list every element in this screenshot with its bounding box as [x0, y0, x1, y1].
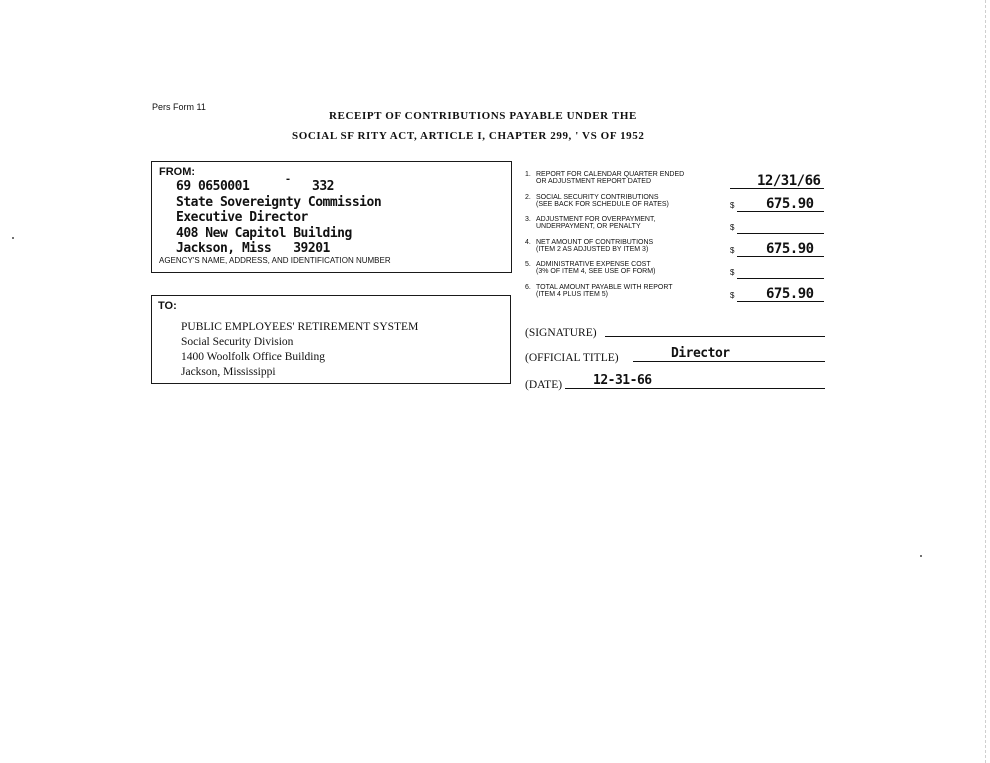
to-label: TO: — [158, 300, 177, 312]
item-amount-field — [730, 240, 824, 257]
signature-field — [525, 321, 825, 339]
item-description: NET AMOUNT OF CONTRIBUTIONS (ITEM 2 AS ADJUSTED BY ITEM 3) — [536, 238, 654, 253]
scan-speck — [920, 555, 922, 557]
amount-line — [737, 233, 824, 234]
item-amount-field — [730, 195, 824, 212]
form-title-line-2: SOCIAL SF RITY ACT, ARTICLE I, CHAPTER 299, ' VS OF 1952 — [292, 130, 645, 142]
to-line: Jackson, Mississippi — [181, 366, 276, 378]
item-value: 675.90 — [766, 240, 814, 257]
identification-code: 332 — [312, 179, 334, 194]
from-label: FROM: — [159, 166, 196, 178]
agency-city-state: Jackson, Miss — [176, 241, 272, 256]
item-number: 2. — [525, 193, 531, 201]
from-typed-lines — [176, 179, 381, 257]
to-line: Social Security Division — [181, 336, 294, 348]
contribution-items — [525, 171, 825, 391]
from-box — [151, 161, 512, 273]
amount-line — [737, 278, 824, 279]
page-edge — [985, 0, 987, 763]
item-value: 675.90 — [766, 195, 814, 212]
item-description: ADMINISTRATIVE EXPENSE COST (3% OF ITEM 4, SEE USE OF FORM) — [536, 261, 656, 275]
signature-label: (SIGNATURE) — [525, 327, 597, 339]
agency-address: 408 New Capitol Building — [176, 225, 352, 241]
item-amount-field — [730, 265, 824, 279]
item-number: 6. — [525, 283, 531, 291]
typed-mark: - — [285, 174, 291, 185]
dollar-sign: $ — [730, 200, 735, 210]
item-value: 675.90 — [766, 285, 814, 302]
item-description: SOCIAL SECURITY CONTRIBUTIONS (SEE BACK FOR SCHEDULE OF RATES) — [536, 193, 669, 208]
item-number: 5. — [525, 261, 531, 268]
identification-number: 69 0650001 — [176, 179, 250, 194]
item-amount-field — [730, 220, 824, 234]
item-adjustment — [525, 216, 825, 239]
date-field — [525, 373, 825, 391]
to-line: PUBLIC EMPLOYEES' RETIREMENT SYSTEM — [181, 321, 419, 333]
item-amount-field — [730, 285, 824, 302]
item-total-payable — [525, 284, 825, 307]
official-title-line — [633, 361, 825, 362]
item-number: 3. — [525, 216, 531, 223]
dollar-sign: $ — [730, 290, 735, 300]
date-line — [565, 388, 825, 389]
scan-speck — [12, 237, 14, 239]
to-line: 1400 Woolfolk Office Building — [181, 351, 325, 363]
item-description: TOTAL AMOUNT PAYABLE WITH REPORT (ITEM 4 PLUS ITEM 5) — [536, 283, 673, 298]
item-amount-field — [730, 175, 824, 189]
item-report-quarter — [525, 171, 825, 194]
item-net-amount — [525, 239, 825, 262]
agency-zip: 39201 — [293, 241, 330, 256]
item-administrative-cost — [525, 261, 825, 284]
item-description: REPORT FOR CALENDAR QUARTER ENDED OR ADJUSTMENT REPORT DATED — [536, 171, 685, 185]
item-number: 1. — [525, 171, 531, 178]
item-value: 12/31/66 — [757, 173, 821, 189]
to-address — [181, 320, 418, 380]
form-number: Pers Form 11 — [152, 102, 206, 112]
agency-name: State Sovereignty Commission — [176, 194, 382, 210]
agency-title: Executive Director — [176, 210, 308, 225]
item-number: 4. — [525, 238, 531, 246]
dollar-sign: $ — [730, 268, 735, 277]
item-description: ADJUSTMENT FOR OVERPAYMENT, UNDERPAYMENT, OR PENALTY — [536, 216, 656, 230]
official-title-value: Director — [671, 346, 730, 361]
dollar-sign: $ — [730, 223, 735, 232]
item-social-security — [525, 194, 825, 217]
signature-line — [605, 336, 825, 337]
date-value: 12-31-66 — [593, 373, 652, 388]
official-title-label: (OFFICIAL TITLE) — [525, 352, 619, 364]
to-box — [151, 295, 511, 384]
official-title-field — [525, 346, 825, 364]
dollar-sign: $ — [730, 245, 735, 255]
date-label: (DATE) — [525, 379, 563, 391]
agency-caption: AGENCY'S NAME, ADDRESS, AND IDENTIFICATION NUMBER — [159, 256, 391, 265]
form-title-line-1: RECEIPT OF CONTRIBUTIONS PAYABLE UNDER THE — [329, 110, 637, 122]
